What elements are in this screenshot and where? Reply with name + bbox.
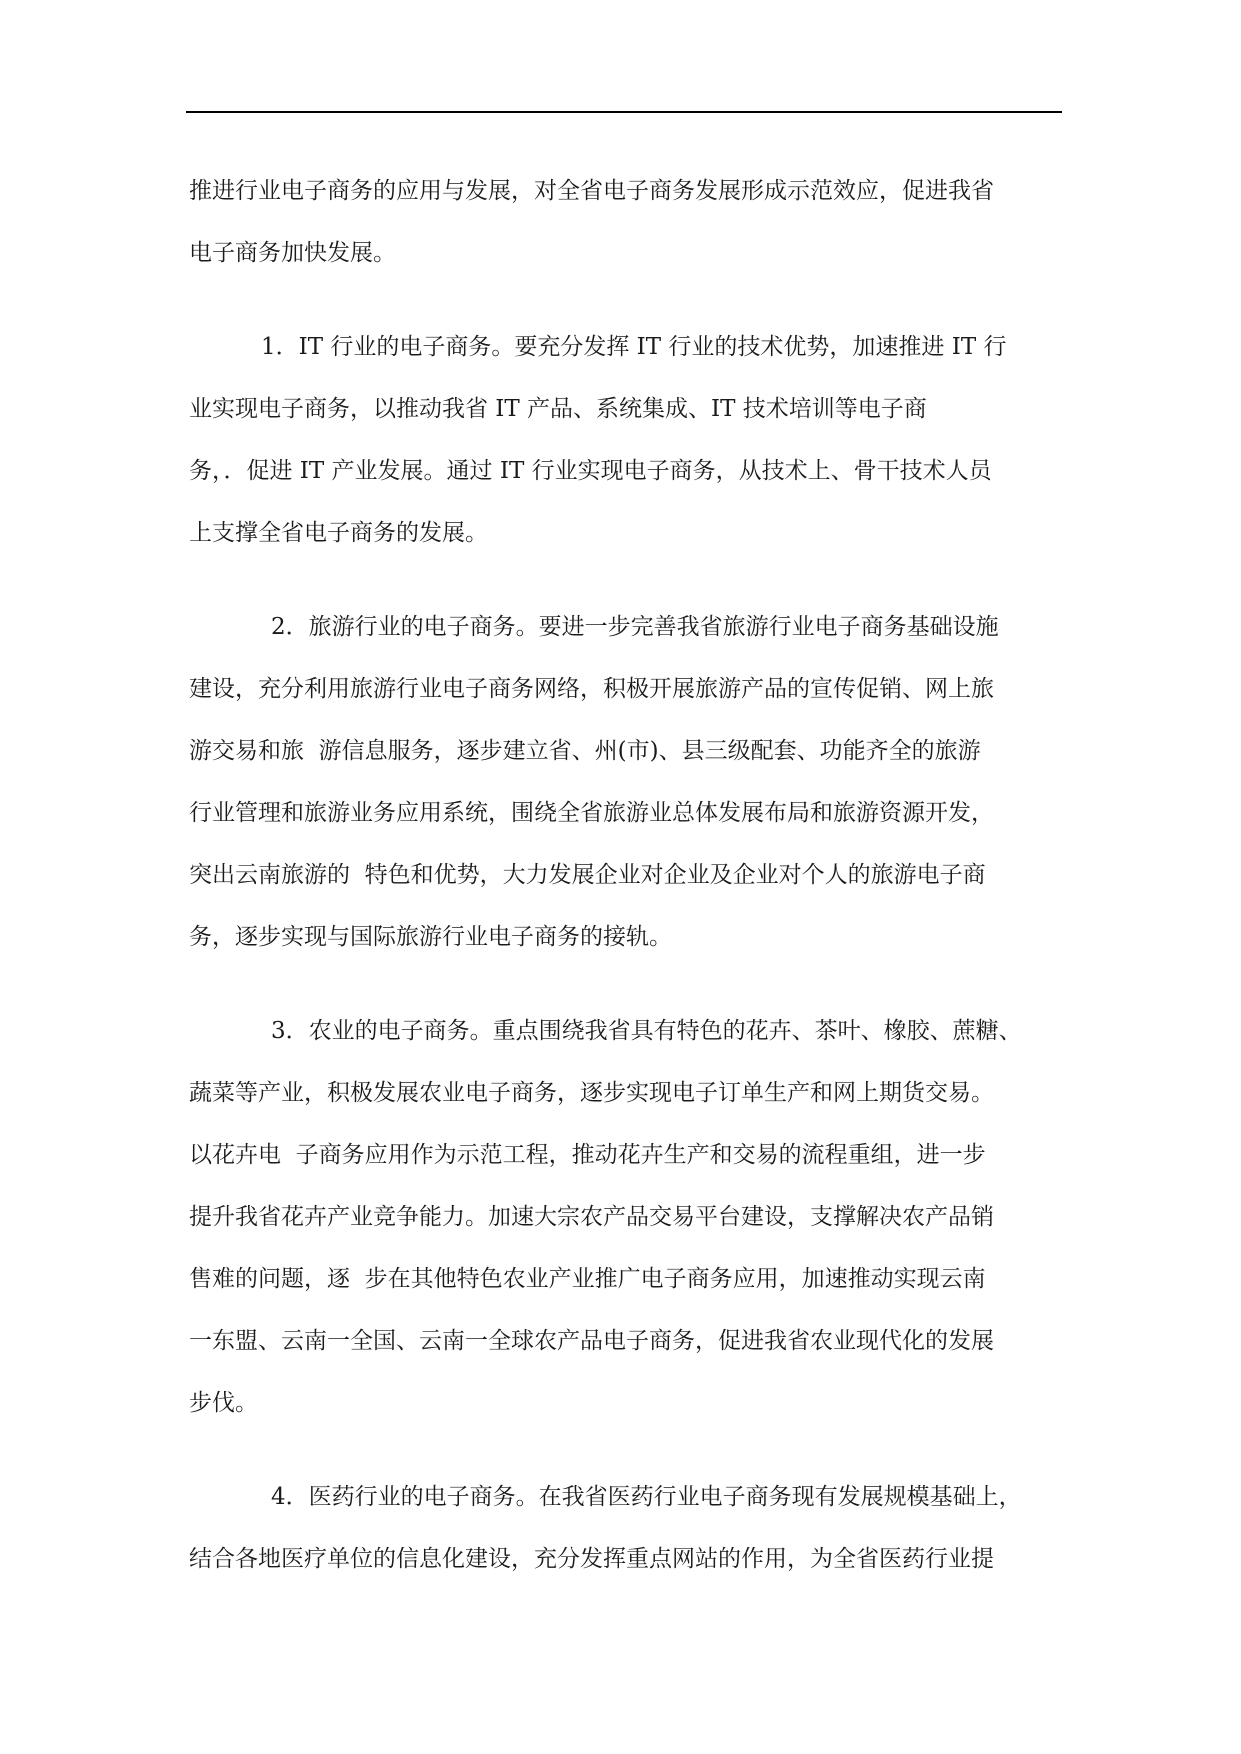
paragraph-item-4 [189, 1466, 1057, 1590]
document-body [189, 160, 1057, 1622]
paragraph-line: 提升我省花卉产业竞争能力。加速大宗农产品交易平台建设，支撑解决农产品销 [189, 1204, 994, 1230]
paragraph-first-line: 3．农业的电子商务。重点围绕我省具有特色的花卉、茶叶、橡胶、蔗糖、 [271, 1018, 1022, 1044]
paragraph-line: 游交易和旅 游信息服务，逐步建立省、州(市)、县三级配套、功能齐全的旅游 [189, 738, 981, 764]
paragraph-line: 推进行业电子商务的应用与发展，对全省电子商务发展形成示范效应，促进我省 [189, 178, 994, 204]
paragraph-item-3 [189, 1000, 1057, 1434]
paragraph-line: 行业管理和旅游业务应用系统，围绕全省旅游业总体发展布局和旅游资源开发， [189, 800, 994, 826]
paragraph-line: 步伐。 [189, 1390, 258, 1416]
paragraph-line: 蔬菜等产业，积极发展农业电子商务，逐步实现电子订单生产和网上期货交易。 [189, 1080, 994, 1106]
paragraph-line: 业实现电子商务，以推动我省 IT 产品、系统集成、IT 技术培训等电子商 [189, 396, 927, 422]
paragraph-line: 建设，充分利用旅游行业电子商务网络，积极开展旅游产品的宣传促销、网上旅 [189, 676, 994, 702]
paragraph-line: 务，逐步实现与国际旅游行业电子商务的接轨。 [189, 924, 672, 950]
paragraph-line: 以花卉电 子商务应用作为示范工程，推动花卉生产和交易的流程重组，进一步 [189, 1142, 986, 1168]
paragraph-line: 务，．促进 IT 产业发展。通过 IT 行业实现电子商务，从技术上、骨干技术人员 [189, 458, 992, 484]
paragraph-line: 电子商务加快发展。 [189, 240, 396, 266]
paragraph-line: 一东盟、云南一全国、云南一全球农产品电子商务，促进我省农业现代化的发展 [189, 1328, 994, 1354]
paragraph-line: 结合各地医疗单位的信息化建设，充分发挥重点网站的作用，为全省医药行业提 [189, 1546, 994, 1572]
paragraph-item-1 [189, 316, 1057, 564]
paragraph-first-line: 2．旅游行业的电子商务。要进一步完善我省旅游行业电子商务基础设施 [271, 614, 999, 640]
header-rule [186, 111, 1062, 113]
paragraph-item-2 [189, 596, 1057, 968]
paragraph-line: 突出云南旅游的 特色和优势，大力发展企业对企业及企业对个人的旅游电子商 [189, 862, 986, 888]
paragraph-first-line: 1．IT 行业的电子商务。要充分发挥 IT 行业的技术优势，加速推进 IT 行 [261, 334, 1007, 360]
paragraph-line: 售难的问题，逐 步在其他特色农业产业推广电子商务应用，加速推动实现云南 [189, 1266, 986, 1292]
paragraph-first-line: 4．医药行业的电子商务。在我省医药行业电子商务现有发展规模基础上， [271, 1484, 1022, 1510]
paragraph-intro [189, 160, 1057, 284]
paragraph-line: 上支撑全省电子商务的发展。 [189, 520, 488, 546]
